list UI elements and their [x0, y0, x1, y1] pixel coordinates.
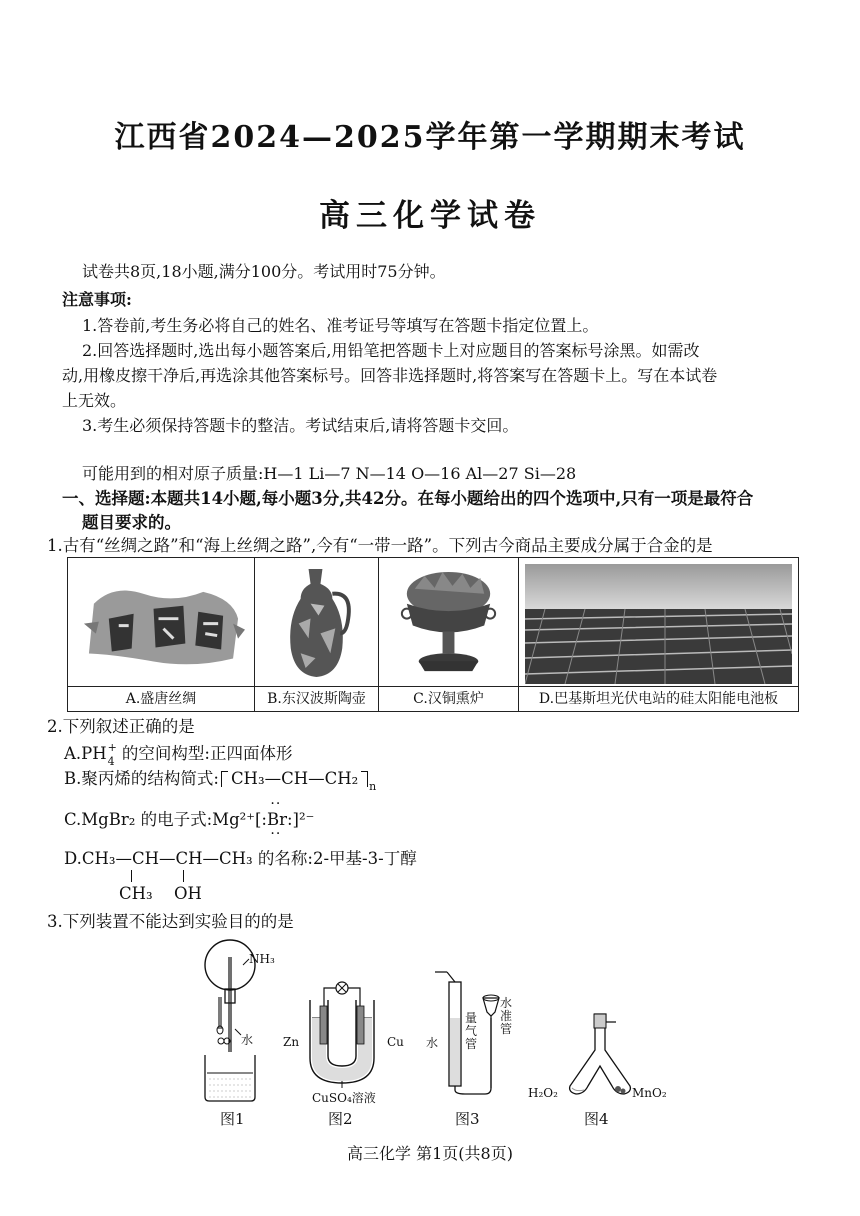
section-heading-line-2: 题目要求的。	[82, 513, 181, 532]
q2-option-b-formula: CH₃—CH—CH₂	[230, 769, 359, 788]
fig3-gas-tube-label: 量气管	[465, 1011, 478, 1051]
atomic-masses: 可能用到的相对原子质量:H—1 Li—7 N—14 O—16 Al—27 Si—28	[82, 464, 577, 483]
q2-option-c	[64, 796, 315, 842]
q2-option-a-charge: +	[107, 741, 117, 754]
notice-heading: 注意事项:	[62, 290, 132, 309]
q2-option-a	[64, 741, 293, 768]
q2-option-a-text: 的空间构型:正四面体形	[116, 744, 293, 763]
exam-title: 江西省2024—2025学年第一学期期末考试	[114, 120, 746, 155]
q2-option-a-prefix: A.PH	[64, 744, 107, 763]
q2-option-d-name: 的名称:2-甲基-3-丁醇	[252, 849, 417, 868]
q2-option-c-bromine: :Br:	[261, 810, 293, 829]
q1-stem: 1.古有“丝绸之路”和“海上丝绸之路”,今有“一带一路”。下列古今商品主要成分属于合金的是	[47, 536, 713, 555]
figure-2-label: 图2	[328, 1110, 353, 1128]
branch-bond-2	[183, 870, 184, 882]
fig2-cu-label: Cu	[387, 1035, 404, 1049]
q2-option-d-branch-oh: OH	[174, 884, 202, 903]
figure-4-y-tube	[560, 1010, 640, 1105]
q2-option-a-subscript: 4	[107, 755, 115, 768]
q2-option-b-n: n	[369, 780, 377, 793]
q2-option-b	[64, 768, 377, 793]
polymer-bracket	[219, 768, 377, 793]
figure-2-u-tube-cell	[300, 978, 385, 1088]
section-heading-line-1: 一、选择题:本题共14小题,每小题3分,共42分。在每小题给出的四个选项中,只有一项是最符合	[62, 489, 754, 508]
q1-option-d-label: D.巴基斯坦光伏电站的硅太阳能电池板	[519, 686, 798, 711]
notice-item-1: 1.答卷前,考生务必将自己的姓名、准考证号等填写在答题卡指定位置上。	[82, 316, 599, 335]
q3-stem: 3.下列装置不能达到实验目的的是	[47, 912, 294, 931]
q1-option-a	[68, 558, 255, 711]
fig2-solution-label: CuSO₄溶液	[312, 1091, 376, 1105]
q2-option-d-branch-ch3: CH₃	[119, 884, 153, 903]
figure-1-label: 图1	[220, 1110, 245, 1128]
bronze-censer-image	[385, 564, 512, 683]
q1-option-b-label: B.东汉波斯陶壶	[255, 686, 378, 711]
figure-3-label: 图3	[455, 1110, 480, 1128]
fig4-mno2-label: MnO₂	[632, 1086, 667, 1100]
q2-option-d	[64, 848, 417, 870]
fig1-water-label: 水	[241, 1033, 254, 1047]
exam-subtitle: 高三化学试卷	[319, 198, 541, 234]
notice-item-2-line-1: 2.回答选择题时,选出每小题答案后,用铅笔把答题卡上对应题目的答案标号涂黑。如需改	[82, 341, 700, 360]
figure-4-label: 图4	[584, 1110, 609, 1128]
q1-option-d	[519, 558, 798, 711]
fig2-zn-label: Zn	[283, 1035, 300, 1049]
page-footer: 高三化学 第1页(共8页)	[347, 1144, 513, 1163]
notice-item-2-line-3: 上无效。	[62, 391, 127, 410]
q1-option-b	[255, 558, 379, 711]
q1-option-c-label: C.汉铜熏炉	[379, 686, 518, 711]
fig3-water-label: 水	[426, 1036, 439, 1050]
q2-stem: 2.下列叙述正确的是	[47, 717, 195, 736]
solar-panel-field-image	[525, 564, 792, 684]
q2-option-b-text: B.聚丙烯的结构简式:	[64, 769, 219, 788]
electron-dots-top: ··	[270, 796, 282, 812]
exam-summary: 试卷共8页,18小题,满分100分。考试用时75分钟。	[82, 262, 446, 281]
q1-option-c	[379, 558, 519, 711]
fig3-level-tube-label: 水准管	[500, 996, 513, 1036]
silk-fabric-image	[74, 564, 248, 683]
q2-option-c-suffix: ]²⁻	[292, 810, 315, 829]
branch-bond-1	[131, 870, 132, 882]
persian-pottery-jug-image	[261, 564, 372, 683]
notice-item-3: 3.考生必须保持答题卡的整洁。考试结束后,请将答题卡交回。	[82, 416, 519, 435]
fig1-nh3-label: NH₃	[249, 952, 275, 966]
notice-item-2-line-2: 动,用橡皮擦干净后,再选涂其他答案标号。回答非选择题时,将答案写在答题卡上。写在本试卷	[62, 366, 718, 385]
q2-option-d-formula: D.CH₃—CH—CH—CH₃	[64, 849, 253, 868]
q1-option-a-label: A.盛唐丝绸	[68, 686, 254, 711]
q1-options-table	[67, 557, 799, 712]
electron-dots-bottom: ··	[270, 826, 282, 842]
q2-option-c-prefix: C.MgBr₂ 的电子式:Mg²⁺[	[64, 810, 262, 829]
fig4-h2o2-label: H₂O₂	[528, 1086, 558, 1100]
